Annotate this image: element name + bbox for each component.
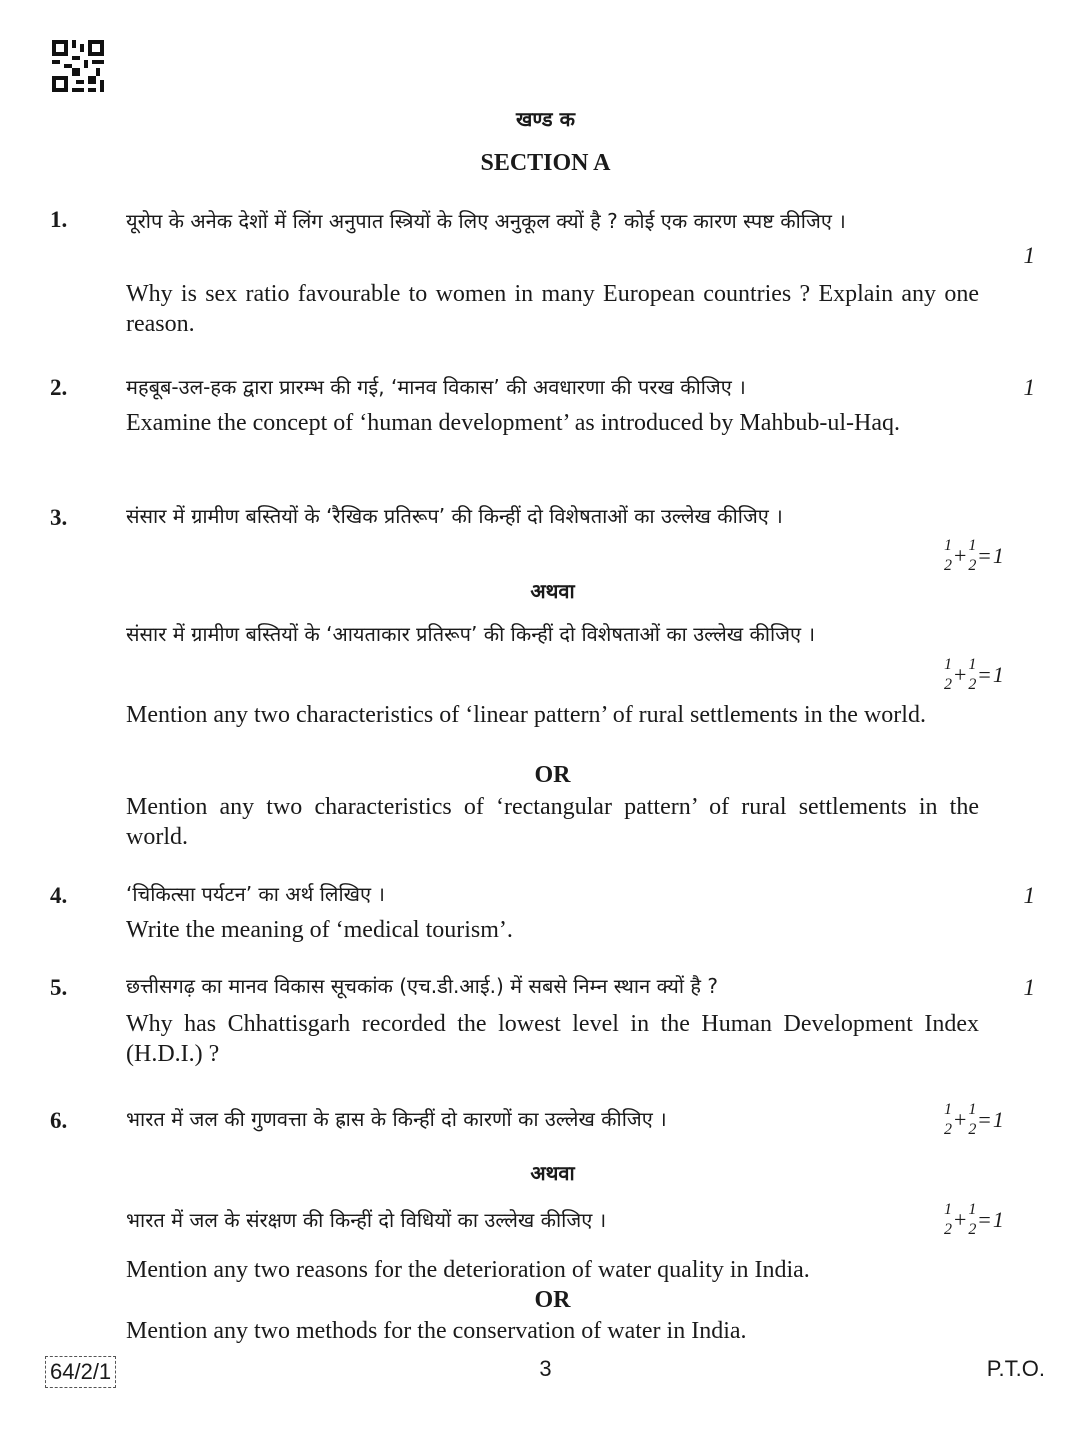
fraction-marks: 1 2 + 1 2 = 1 — [944, 656, 1004, 693]
question-english: Mention any two characteristics of ‘linear pattern’ of rural settlements in the world. — [126, 702, 926, 728]
qr-code — [52, 40, 104, 92]
or-separator-hindi: अथवा — [530, 1161, 575, 1185]
question-hindi: भारत में जल की गुणवत्ता के ह्रास के किन्हीं दो कारणों का उल्लेख कीजिए । — [126, 1107, 667, 1131]
or-separator-hindi: अथवा — [530, 579, 575, 603]
question-english: Why has Chhattisgarh recorded the lowest level in the Human Development Index (H.D.I.) ? — [126, 1011, 979, 1067]
question-hindi: छत्तीसगढ़ का मानव विकास सूचकांक (एच.डी.आई.) में सबसे निम्न स्थान क्यों है ? — [126, 974, 719, 998]
question-english-alt: Mention any two methods for the conservation of water in India. — [126, 1318, 747, 1344]
fraction-marks: 1 2 + 1 2 = 1 — [944, 1101, 1004, 1138]
question-number: 3. — [50, 505, 68, 530]
question-hindi-alt: भारत में जल के संरक्षण की किन्हीं दो विधियों का उल्लेख कीजिए । — [126, 1208, 607, 1232]
marks: 1 — [1023, 243, 1035, 268]
question-english: Why is sex ratio favourable to women in many European countries ? Explain any one reason. — [126, 281, 979, 337]
question-english: Write the meaning of ‘medical tourism’. — [126, 917, 513, 943]
question-number: 6. — [50, 1108, 68, 1133]
marks: 1 — [1023, 975, 1035, 1000]
or-separator-english: OR — [534, 762, 571, 788]
question-english-alt: Mention any two characteristics of ‘rectangular pattern’ of rural settlements in the world. — [126, 794, 979, 850]
section-title-hindi: खण्ड क — [516, 107, 575, 131]
section-title-english: SECTION A — [480, 150, 611, 176]
marks: 1 — [1023, 883, 1035, 908]
question-number: 1. — [50, 207, 68, 232]
fraction-marks: 1 2 + 1 2 = 1 — [944, 537, 1004, 574]
question-english: Examine the concept of ‘human development’ as introduced by Mahbub-ul-Haq. — [126, 410, 900, 436]
question-hindi: संसार में ग्रामीण बस्तियों के ‘रैखिक प्रतिरूप’ की किन्हीं दो विशेषताओं का उल्लेख कीजिए । — [126, 504, 783, 528]
question-hindi: ‘चिकित्सा पर्यटन’ का अर्थ लिखिए । — [126, 882, 386, 906]
pto-label: P.T.O. — [986, 1356, 1045, 1381]
marks: 1 — [1023, 375, 1035, 400]
or-separator-english: OR — [534, 1287, 571, 1313]
question-hindi-alt: संसार में ग्रामीण बस्तियों के ‘आयताकार प्रतिरूप’ की किन्हीं दो विशेषताओं का उल्लेख कीजिए । — [126, 622, 816, 646]
question-english: Mention any two reasons for the deterioration of water quality in India. — [126, 1257, 810, 1283]
question-hindi: यूरोप के अनेक देशों में लिंग अनुपात स्त्रियों के लिए अनुकूल क्यों है ? कोई एक कारण स्पष्ट कीजिए । — [126, 209, 846, 233]
fraction-marks: 1 2 + 1 2 = 1 — [944, 1201, 1004, 1238]
page-number: 3 — [539, 1356, 552, 1381]
question-number: 2. — [50, 375, 68, 400]
question-number: 5. — [50, 975, 68, 1000]
question-hindi: महबूब-उल-हक द्वारा प्रारम्भ की गई, ‘मानव विकास’ की अवधारणा की परख कीजिए । — [126, 375, 746, 399]
paper-code: 64/2/1 — [45, 1356, 116, 1388]
question-number: 4. — [50, 883, 68, 908]
